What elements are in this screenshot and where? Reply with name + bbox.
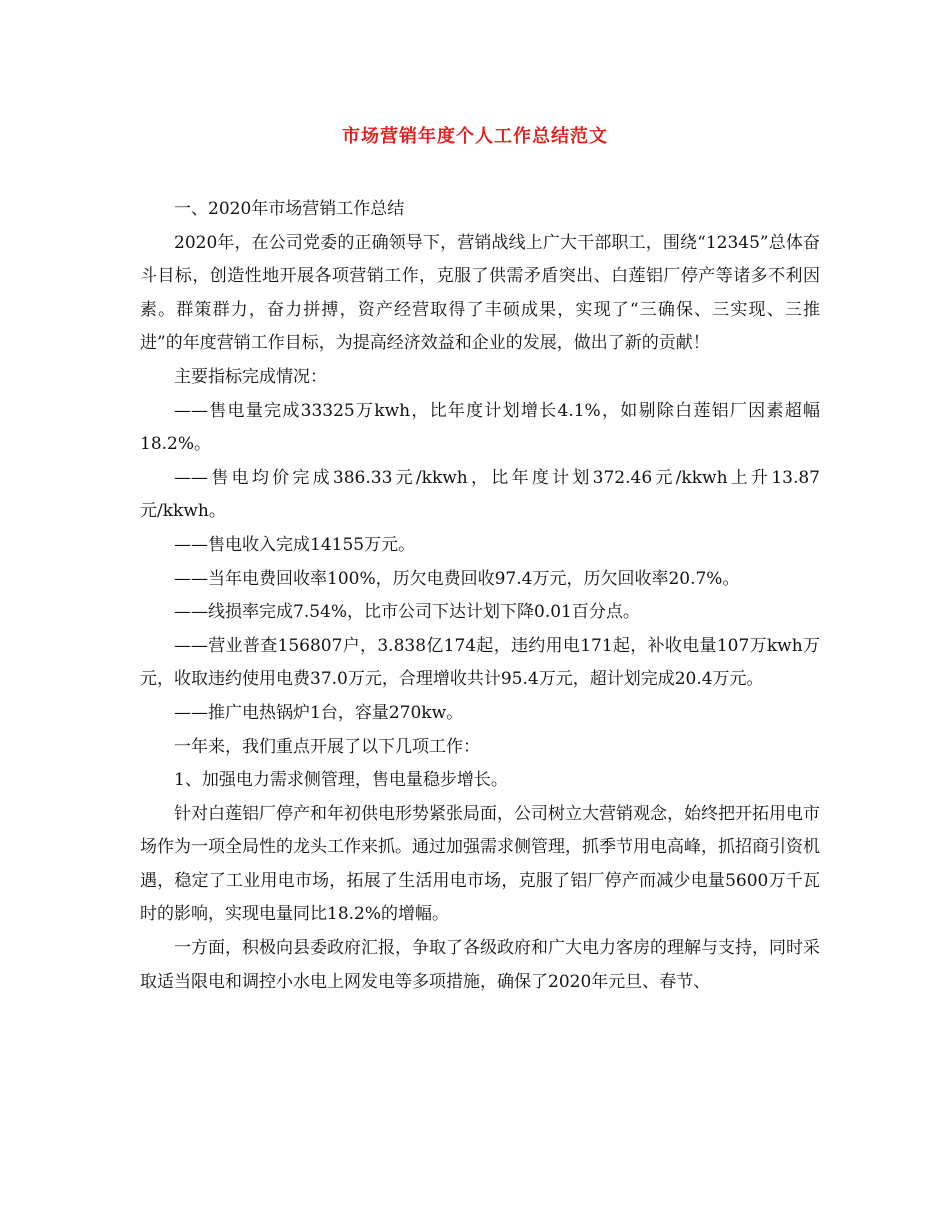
indicator-sales-revenue: ——售电收入完成14155万元。 xyxy=(174,534,416,555)
work-item-heading: 1、加强电力需求侧管理，售电量稳步增长。 xyxy=(174,770,508,791)
measures-paragraph: 一方面，积极向县委政府汇报，争取了各级政府和广大电力客房的理解与支持，同时采取适当限电和调控小水电上网发电等多项措施，确保了2020年元旦、春节、 xyxy=(140,938,820,992)
indicator-sales-volume: ——售电量完成33325万kwh，比年度计划增长4.1%，如剔除白莲铝厂因素超幅18.2%。 xyxy=(140,400,820,455)
indicator-business-survey: ——营业普查156807户，3.838亿174起，违约用电171起，补收电量107万kwh万元，收取违约使用电费37.0万元，合理增收共计95.4万元，超计划完成20.4万元。 xyxy=(140,635,820,690)
work-item-paragraph: 针对白莲铝厂停产和年初供电形势紧张局面，公司树立大营销观念，始终把开拓用电市场作为一项全局性的龙头工作来抓。通过加强需求侧管理，抓季节用电高峰，抓招商引资机遇，稳定了工业用电市场，拓展了生活用电市场，克服了铝厂停产而减少电量5600万千瓦时的影响，实现电量同比18.2%的增幅。 xyxy=(140,803,820,925)
indicator-recovery-rate: ——当年电费回收率100%，历欠电费回收97.4万元，历欠回收率20.7%。 xyxy=(174,568,740,589)
document-body xyxy=(140,193,820,999)
indicator-line-loss: ——线损率完成7.54%，比市公司下达计划下降0.01百分点。 xyxy=(174,602,640,623)
intro-paragraph: 2020年，在公司党委的正确领导下，营销战线上广大干部职工，围绕“12345”总体奋斗目标，创造性地开展各项营销工作，克服了供需矛盾突出、白莲铝厂停产等诸多不利因素。群策群力，奋力拼搏，资产经营取得了丰硕成果，实现了“三确保、三实现、三推进”的年度营销工作目标，为提高经济效益和企业的发展，做出了新的贡献！ xyxy=(140,232,820,354)
document-title: 市场营销年度个人工作总结范文 xyxy=(342,126,608,147)
section-heading: 一、2020年市场营销工作总结 xyxy=(174,199,405,219)
indicator-average-price: ——售电均价完成386.33元/kkwh，比年度计划372.46元/kkwh上升13.87元/kkwh。 xyxy=(140,467,820,522)
indicator-electric-boiler: ——推广电热锅炉1台，容量270kw。 xyxy=(174,702,464,723)
work-overview: 一年来，我们重点开展了以下几项工作： xyxy=(174,736,480,757)
indicators-heading: 主要指标完成情况： xyxy=(174,366,327,387)
